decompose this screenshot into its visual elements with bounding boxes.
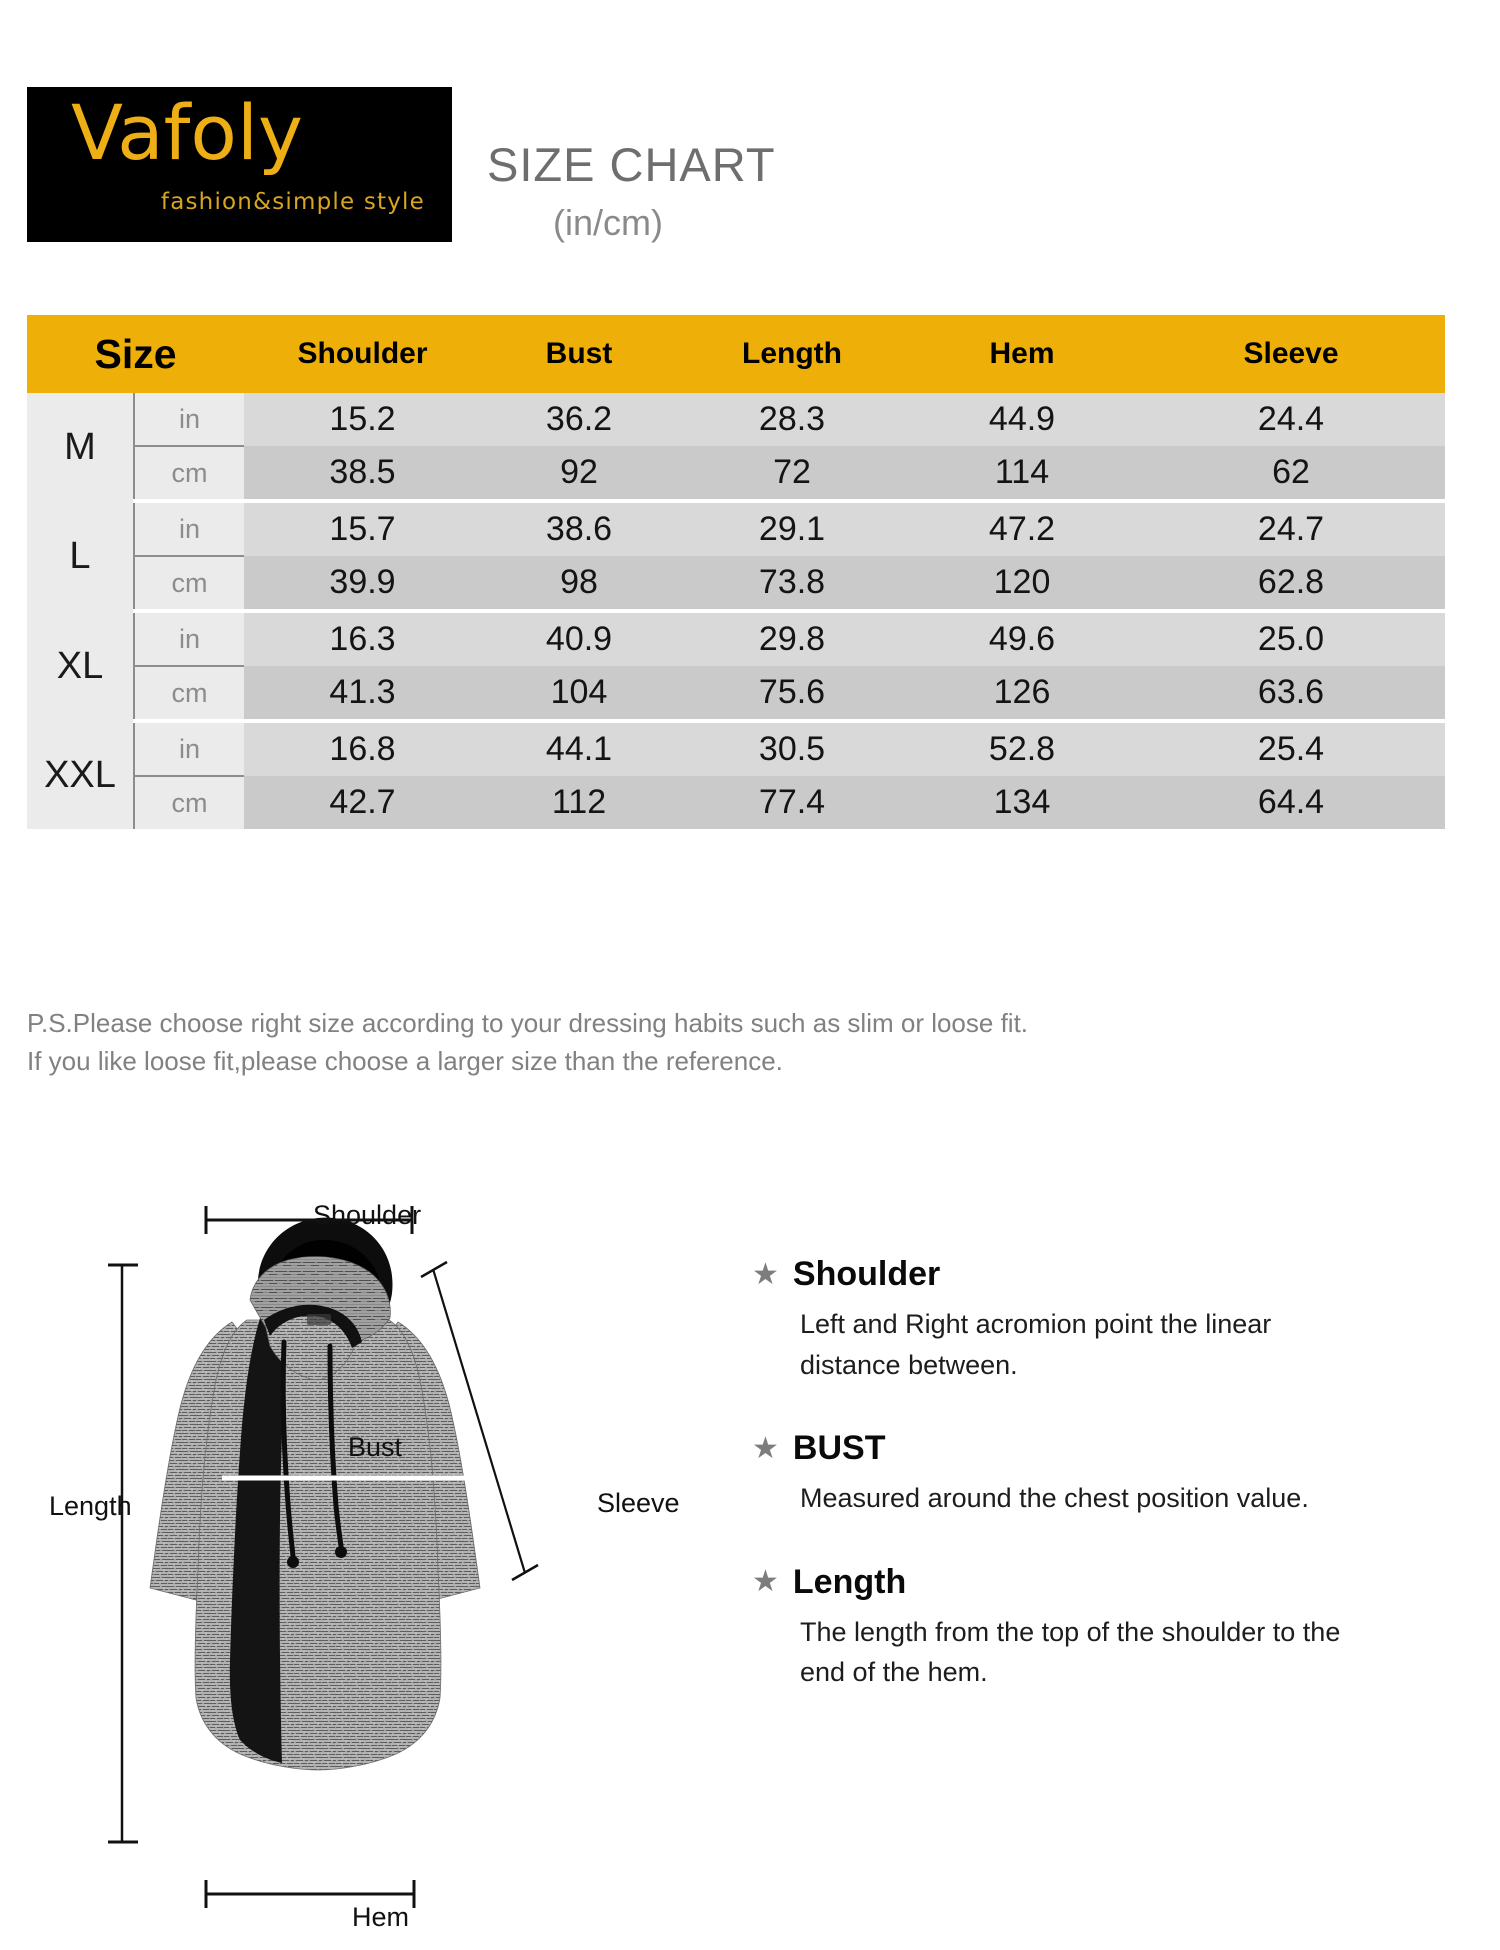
table-row <box>27 611 1445 666</box>
cell-sleeve-in: 24.7 <box>1137 501 1445 556</box>
star-icon: ★ <box>752 1431 779 1465</box>
brand-logo <box>27 87 452 242</box>
table-row <box>27 666 1445 721</box>
cell-bust-in: 40.9 <box>481 611 677 666</box>
shoulder-dim-label: Shoulder <box>313 1200 422 1230</box>
cell-shoulder-cm: 42.7 <box>244 776 481 829</box>
cell-length-in: 29.1 <box>677 501 907 556</box>
table-header-row <box>27 315 1445 393</box>
definition-title: Shoulder <box>792 1255 941 1293</box>
brand-tagline: fashion&simple style <box>160 189 425 215</box>
cell-length-in: 30.5 <box>677 721 907 776</box>
cell-length-in: 28.3 <box>677 393 907 446</box>
sizing-note-line-2: If you like loose fit,please choose a larger size than the reference. <box>27 1045 783 1076</box>
definition-text: The length from the top of the shoulder to the end of the hem. <box>800 1616 1341 1687</box>
drawstring-aglet-right <box>335 1546 347 1558</box>
table-row <box>27 501 1445 556</box>
sizing-note <box>27 1005 1327 1080</box>
neck-label <box>307 1314 331 1325</box>
column-header-hem: Hem <box>907 315 1137 393</box>
cell-shoulder-cm: 39.9 <box>244 556 481 611</box>
size-chart-table <box>27 315 1445 829</box>
cell-sleeve-in: 25.0 <box>1137 611 1445 666</box>
unit-label-in: in <box>134 611 244 666</box>
definition-title: Length <box>792 1562 907 1601</box>
unit-label-in: in <box>134 393 244 446</box>
cell-shoulder-cm: 41.3 <box>244 666 481 721</box>
cell-sleeve-cm: 62 <box>1137 446 1445 501</box>
cell-shoulder-cm: 38.5 <box>244 446 481 501</box>
table-row <box>27 721 1445 776</box>
cell-length-in: 29.8 <box>677 611 907 666</box>
table-row <box>27 393 1445 446</box>
sleeve-dim-tick-bottom <box>512 1565 538 1580</box>
cell-bust-cm: 98 <box>481 556 677 611</box>
column-header-shoulder: Shoulder <box>244 315 481 393</box>
length-dim-label: Length <box>49 1491 132 1521</box>
cell-sleeve-in: 25.4 <box>1137 721 1445 776</box>
sizing-note-line-1: P.S.Please choose right size according to your dressing habits such as slim or loose fit. <box>27 1008 1029 1038</box>
cell-bust-cm: 112 <box>481 776 677 829</box>
cell-length-cm: 72 <box>677 446 907 501</box>
cell-hem-cm: 126 <box>907 666 1137 721</box>
unit-note: (in/cm) <box>553 202 663 243</box>
unit-label-cm: cm <box>134 666 244 721</box>
cell-hem-cm: 134 <box>907 776 1137 829</box>
definition-text: Measured around the chest position value. <box>800 1483 1309 1513</box>
star-icon: ★ <box>752 1257 779 1291</box>
cell-bust-cm: 104 <box>481 666 677 721</box>
measurement-definitions <box>752 1255 1482 1737</box>
cell-sleeve-cm: 63.6 <box>1137 666 1445 721</box>
cell-sleeve-cm: 64.4 <box>1137 776 1445 829</box>
cell-hem-in: 44.9 <box>907 393 1137 446</box>
definition-title: BUST <box>792 1429 886 1467</box>
cell-hem-in: 49.6 <box>907 611 1137 666</box>
column-header-length: Length <box>677 315 907 393</box>
cell-bust-cm: 92 <box>481 446 677 501</box>
definition-heading <box>752 1563 1482 1602</box>
definition-shoulder <box>752 1255 1482 1385</box>
unit-label-cm: cm <box>134 446 244 501</box>
definition-heading <box>752 1255 1482 1294</box>
cell-hem-in: 52.8 <box>907 721 1137 776</box>
cell-sleeve-cm: 62.8 <box>1137 556 1445 611</box>
cell-shoulder-in: 15.2 <box>244 393 481 446</box>
cell-bust-in: 44.1 <box>481 721 677 776</box>
cell-shoulder-in: 16.3 <box>244 611 481 666</box>
table-row <box>27 446 1445 501</box>
cell-length-cm: 73.8 <box>677 556 907 611</box>
hem-dim-label: Hem <box>352 1902 410 1932</box>
drawstring-aglet-left <box>287 1556 299 1568</box>
page-title: SIZE CHART <box>487 138 776 191</box>
cell-shoulder-in: 15.7 <box>244 501 481 556</box>
definition-bust <box>752 1429 1482 1519</box>
size-label: M <box>27 393 134 501</box>
size-label: XXL <box>27 721 134 829</box>
column-header-sleeve: Sleeve <box>1137 315 1445 393</box>
definition-heading <box>752 1429 1482 1468</box>
measurements-table <box>27 315 1445 829</box>
column-header-size: Size <box>27 315 244 393</box>
cell-bust-in: 36.2 <box>481 393 677 446</box>
unit-label-cm: cm <box>134 556 244 611</box>
table-row <box>27 556 1445 611</box>
brand-header <box>0 0 1500 300</box>
unit-label-in: in <box>134 721 244 776</box>
garment-illustration <box>0 1170 760 1950</box>
cell-sleeve-in: 24.4 <box>1137 393 1445 446</box>
cell-hem-cm: 120 <box>907 556 1137 611</box>
cell-bust-in: 38.6 <box>481 501 677 556</box>
size-label: L <box>27 501 134 611</box>
bust-dim-label: Bust <box>348 1432 403 1462</box>
table-row <box>27 776 1445 829</box>
cell-length-cm: 75.6 <box>677 666 907 721</box>
unit-label-in: in <box>134 501 244 556</box>
unit-label-cm: cm <box>134 776 244 829</box>
sleeve-dim-label: Sleeve <box>597 1488 680 1518</box>
cell-length-cm: 77.4 <box>677 776 907 829</box>
brand-name: Vafoly <box>71 88 304 177</box>
cell-hem-cm: 114 <box>907 446 1137 501</box>
star-icon: ★ <box>752 1565 779 1598</box>
definition-length <box>752 1563 1482 1693</box>
cell-shoulder-in: 16.8 <box>244 721 481 776</box>
cell-hem-in: 47.2 <box>907 501 1137 556</box>
column-header-bust: Bust <box>481 315 677 393</box>
definition-text: Left and Right acromion point the linear distance between. <box>800 1309 1272 1380</box>
size-label: XL <box>27 611 134 721</box>
